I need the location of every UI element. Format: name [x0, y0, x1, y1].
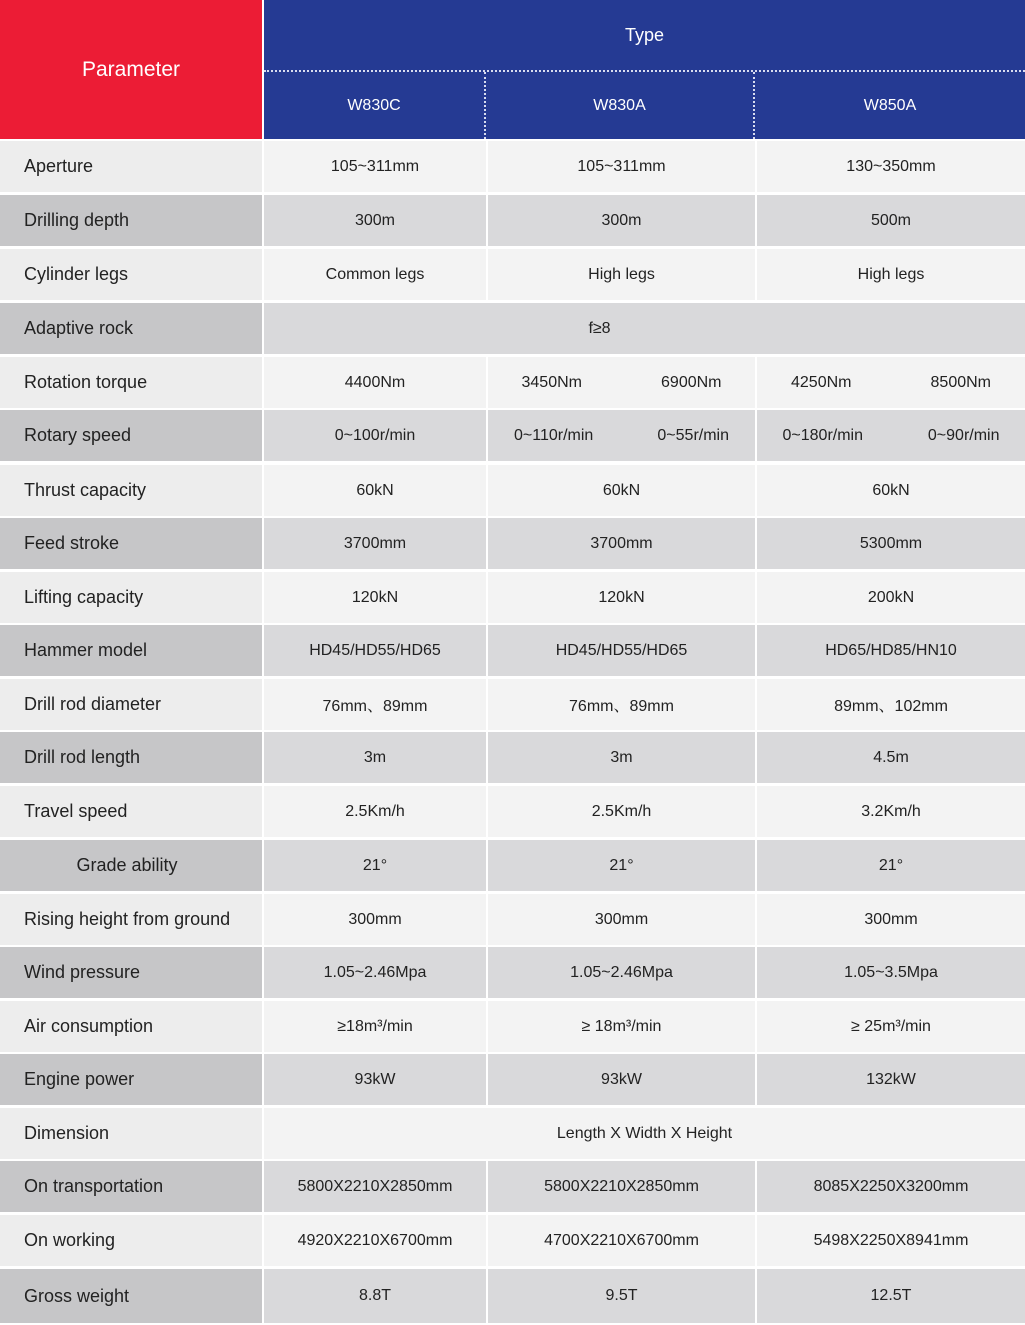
type-header [264, 0, 1025, 139]
table-row [0, 249, 1025, 300]
value-cell: ≥18m³/min [264, 1001, 486, 1052]
model-header-w850a: W850A [863, 96, 917, 114]
value-cell: 5800X2210X2850mm [488, 1161, 755, 1212]
value-cell: 5300mm [757, 518, 1025, 569]
table-row [0, 1161, 1025, 1212]
value-cell: HD45/HD55/HD65 [488, 625, 755, 676]
row-label: Adaptive rock [0, 303, 262, 354]
value-cell: 8.8T [264, 1269, 486, 1323]
value-cell: 12.5T [757, 1269, 1025, 1323]
table-row [0, 141, 1025, 192]
table-row [0, 303, 1025, 354]
value-cell: 132kW [757, 1054, 1025, 1105]
value-cell: 4400Nm [264, 357, 486, 408]
row-label: Rotation torque [0, 357, 262, 408]
value-low: 4250Nm [791, 373, 852, 391]
value-cell: 3m [488, 732, 755, 783]
value-cell: 120kN [264, 572, 486, 623]
table-row [0, 1269, 1025, 1323]
table-row [0, 679, 1025, 730]
value-cell: 21° [488, 840, 755, 891]
table-row [0, 572, 1025, 623]
value-cell [757, 410, 1025, 461]
table-row [0, 1001, 1025, 1052]
value-cell: 21° [264, 840, 486, 891]
value-cell: 105~311mm [264, 141, 486, 192]
value-cell [488, 410, 755, 461]
model-header-w830c: W830C [264, 72, 486, 139]
table-row [0, 518, 1025, 569]
table-row [0, 465, 1025, 516]
value-cell: 0~100r/min [264, 410, 486, 461]
parameter-header: Parameter [0, 0, 262, 139]
value-cell: 300mm [488, 894, 755, 945]
value-cell: High legs [488, 249, 755, 300]
value-cell: 9.5T [488, 1269, 755, 1323]
value-cell: HD65/HD85/HN10 [757, 625, 1025, 676]
row-label: Drill rod length [0, 732, 262, 783]
table-row [0, 195, 1025, 246]
value-cell: 89mm、102mm [757, 679, 1025, 730]
value-cell: 4.5m [757, 732, 1025, 783]
value-cell: 93kW [264, 1054, 486, 1105]
row-label: Drilling depth [0, 195, 262, 246]
table-row [0, 1215, 1025, 1266]
value-cell: High legs [757, 249, 1025, 300]
type-title: Type [264, 0, 1025, 72]
table-row [0, 357, 1025, 408]
table-row [0, 732, 1025, 783]
row-label: Rotary speed [0, 410, 262, 461]
table-row [0, 947, 1025, 998]
value-cell: 130~350mm [757, 141, 1025, 192]
value-cell: Common legs [264, 249, 486, 300]
table-row [0, 410, 1025, 461]
value-cell: 500m [757, 195, 1025, 246]
value-cell: 60kN [757, 465, 1025, 516]
value-cell: 76mm、89mm [264, 679, 486, 730]
row-label: On transportation [0, 1161, 262, 1212]
value-high: 6900Nm [661, 373, 722, 391]
table-row [0, 786, 1025, 837]
value-cell: 2.5Km/h [488, 786, 755, 837]
value-cell: 300mm [264, 894, 486, 945]
value-cell: 3m [264, 732, 486, 783]
row-label: Gross weight [0, 1269, 262, 1323]
value-cell: 76mm、89mm [488, 679, 755, 730]
value-cell: 1.05~2.46Mpa [264, 947, 486, 998]
row-label: Feed stroke [0, 518, 262, 569]
value-low: 0~180r/min [782, 426, 863, 444]
value-cell: 1.05~2.46Mpa [488, 947, 755, 998]
value-cell: 3700mm [264, 518, 486, 569]
table-row [0, 894, 1025, 945]
value-cell: 4700X2210X6700mm [488, 1215, 755, 1266]
spanning-value-cell: f≥8 [264, 303, 1025, 354]
value-low: 3450Nm [521, 373, 582, 391]
value-cell: 21° [757, 840, 1025, 891]
value-cell: 60kN [264, 465, 486, 516]
row-label: Engine power [0, 1054, 262, 1105]
table-row [0, 1054, 1025, 1105]
value-cell: ≥ 25m³/min [757, 1001, 1025, 1052]
row-label: Drill rod diameter [0, 679, 262, 730]
table-row [0, 1108, 1025, 1159]
value-high: 0~55r/min [657, 426, 729, 444]
value-cell [488, 357, 755, 408]
row-label: Hammer model [0, 625, 262, 676]
value-cell: 60kN [488, 465, 755, 516]
value-cell: 3.2Km/h [757, 786, 1025, 837]
row-label: Lifting capacity [0, 572, 262, 623]
row-label: Air consumption [0, 1001, 262, 1052]
value-cell: 300m [488, 195, 755, 246]
row-label: Dimension [0, 1108, 262, 1159]
value-cell: 300mm [757, 894, 1025, 945]
value-cell: ≥ 18m³/min [488, 1001, 755, 1052]
value-cell: HD45/HD55/HD65 [264, 625, 486, 676]
value-high: 0~90r/min [927, 426, 1000, 444]
table-row [0, 840, 1025, 891]
value-cell: 4920X2210X6700mm [264, 1215, 486, 1266]
row-label: Aperture [0, 141, 262, 192]
row-label: On working [0, 1215, 262, 1266]
row-label: Rising height from ground [0, 894, 262, 945]
value-high: 8500Nm [930, 373, 991, 391]
value-cell: 1.05~3.5Mpa [757, 947, 1025, 998]
table-row [0, 625, 1025, 676]
value-low: 0~110r/min [514, 426, 594, 444]
value-cell: 5800X2210X2850mm [264, 1161, 486, 1212]
row-label: Travel speed [0, 786, 262, 837]
row-label: Thrust capacity [0, 465, 262, 516]
model-header-w830a: W830A [486, 72, 755, 139]
spanning-value-cell: Length X Width X Height [264, 1108, 1025, 1159]
value-cell: 200kN [757, 572, 1025, 623]
value-cell: 5498X2250X8941mm [757, 1215, 1025, 1266]
value-cell: 93kW [488, 1054, 755, 1105]
value-cell: 3700mm [488, 518, 755, 569]
row-label: Cylinder legs [0, 249, 262, 300]
value-cell: 300m [264, 195, 486, 246]
value-cell: 105~311mm [488, 141, 755, 192]
value-cell: 2.5Km/h [264, 786, 486, 837]
row-label: Wind pressure [0, 947, 262, 998]
value-cell: 120kN [488, 572, 755, 623]
row-label: Grade ability [0, 840, 262, 891]
value-cell [757, 357, 1025, 408]
value-cell: 8085X2250X3200mm [757, 1161, 1025, 1212]
